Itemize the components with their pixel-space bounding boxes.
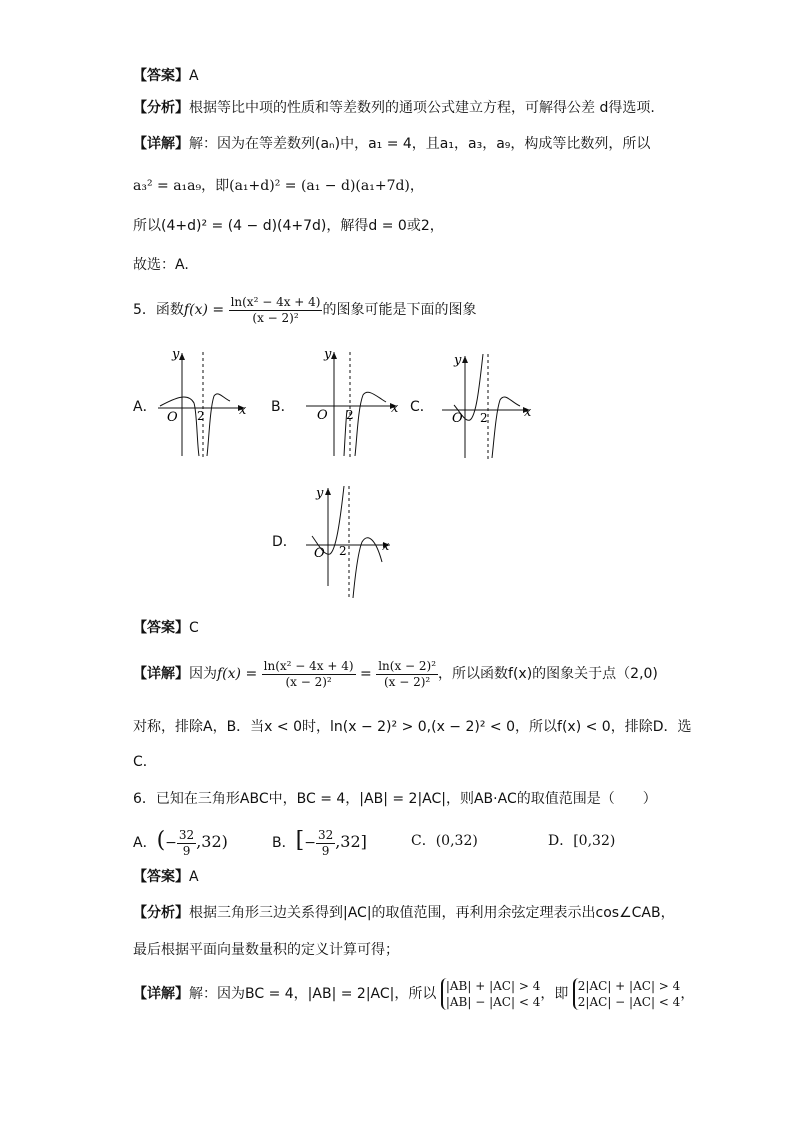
q6-option-a-num: 32 bbox=[178, 827, 195, 842]
q6-option-b bbox=[272, 826, 367, 859]
y-axis-arrow bbox=[462, 356, 468, 363]
option-a-label: A． bbox=[133, 399, 157, 415]
answer-value: A bbox=[189, 869, 199, 885]
system-1-line-2: |AB| − |AC| < 4 bbox=[445, 995, 541, 1009]
inequality-system-2 bbox=[573, 978, 681, 1010]
q5-stem-prefix: 5．函数 bbox=[133, 302, 184, 318]
curve-right bbox=[353, 538, 382, 598]
y-label: y bbox=[316, 486, 324, 501]
answer-tag: 【答案】 bbox=[133, 620, 189, 636]
q6-option-b-num: 32 bbox=[317, 827, 334, 842]
detail-denominator-1: (x − 2)² bbox=[285, 674, 332, 689]
y-label: y bbox=[324, 348, 332, 362]
detail-numerator-2: ln(x − 2)² bbox=[378, 658, 437, 673]
q6-analysis-1 bbox=[133, 903, 675, 923]
q6-option-a-sign: − bbox=[165, 835, 177, 851]
graph-b bbox=[300, 348, 405, 460]
answer-value: C bbox=[189, 620, 199, 636]
q6-option-a bbox=[133, 826, 228, 859]
detail-numerator-1: ln(x² − 4x + 4) bbox=[263, 658, 354, 673]
system-1-line-1: |AB| + |AC| > 4 bbox=[445, 979, 541, 993]
analysis-tag: 【分析】 bbox=[133, 100, 189, 116]
q5-detail-1 bbox=[133, 654, 658, 694]
q6-option-b-fraction bbox=[316, 828, 335, 859]
y-axis-arrow bbox=[331, 352, 337, 359]
answer-tag: 【答案】 bbox=[133, 869, 189, 885]
q5-detail-2: 对称，排除A，B．当x < 0时，ln(x − 2)² > 0,(x − 2)² < 0，所以f(x) < 0，排除D．选 bbox=[133, 719, 692, 735]
q6-option-b-open: [ bbox=[295, 828, 305, 853]
detail-prefix: 因为 bbox=[189, 666, 217, 682]
q6-option-a-fraction bbox=[177, 828, 196, 859]
q4-detail-3: 所以(4+d)² = (4 − d)(4+7d)，解得d = 0或2， bbox=[133, 218, 444, 234]
q6-option-c: C．(0,32) bbox=[411, 833, 478, 849]
q5-stem-denominator: (x − 2)² bbox=[252, 310, 299, 325]
detail-tag: 【详解】 bbox=[133, 986, 189, 1002]
q6-analysis-2: 最后根据平面向量数量积的定义计算可得； bbox=[133, 942, 399, 958]
q5-stem-fraction bbox=[229, 295, 323, 326]
origin-label: O bbox=[167, 410, 178, 425]
q4-conclusion: 故选：A. bbox=[133, 257, 189, 273]
q5-stem-fx: f(x) = bbox=[183, 302, 225, 318]
q5-stem-numerator: ln(x² − 4x + 4) bbox=[230, 294, 321, 309]
q6-option-b-sign: − bbox=[304, 835, 316, 851]
q5-stem bbox=[133, 290, 476, 330]
graph-c bbox=[438, 350, 538, 462]
detail-denominator-2: (x − 2)² bbox=[383, 674, 431, 689]
curve-right bbox=[492, 397, 520, 458]
y-label: y bbox=[172, 348, 180, 362]
x-label: x bbox=[391, 401, 399, 416]
q6-option-a-open: ( bbox=[156, 828, 166, 853]
detail-text: 解：因为在等差数列(aₙ)中，a₁ = 4，且a₁，a₃，a₉，构成等比数列，所以 bbox=[189, 136, 651, 152]
q6-option-d: D．[0,32) bbox=[548, 833, 616, 849]
tick-label: 2 bbox=[480, 411, 488, 425]
q5-answer bbox=[133, 618, 199, 638]
q6-option-b-den: 9 bbox=[321, 843, 330, 858]
detail-eq: = bbox=[360, 666, 372, 682]
detail-fx: f(x) = bbox=[217, 666, 258, 682]
q6-stem: 6．已知在三角形ABC中，BC = 4，|AB| = 2|AC|，则AB·AC的取值范围是（ ） bbox=[133, 791, 657, 807]
curve-right bbox=[355, 392, 386, 456]
system-2-line-2: 2|AC| − |AC| < 4 bbox=[577, 995, 681, 1009]
q6-option-b-close: ,32] bbox=[335, 832, 367, 851]
q6-option-b-label: B． bbox=[272, 835, 296, 851]
x-label: x bbox=[239, 403, 247, 418]
answer-tag: 【答案】 bbox=[133, 68, 189, 84]
origin-label: O bbox=[317, 408, 328, 423]
answer-value: A bbox=[189, 68, 199, 84]
q4-detail-2: a₃² = a₁a₉，即(a₁+d)² = (a₁ − d)(a₁+7d)， bbox=[133, 178, 424, 194]
system-2-line-1: 2|AC| + |AC| > 4 bbox=[577, 979, 681, 993]
detail-prefix: 解：因为BC = 4，|AB| = 2|AC|，所以 bbox=[189, 986, 437, 1002]
x-label: x bbox=[524, 405, 532, 420]
y-label: y bbox=[454, 353, 462, 368]
detail-tag: 【详解】 bbox=[133, 666, 189, 682]
tick-label: 2 bbox=[197, 409, 205, 423]
option-b-label: B． bbox=[271, 399, 295, 415]
q6-option-a-close: ,32) bbox=[196, 832, 228, 851]
inequality-system-1 bbox=[441, 978, 541, 1010]
q6-option-a-den: 9 bbox=[182, 843, 191, 858]
origin-label: O bbox=[314, 546, 325, 561]
detail-suffix: ，所以函数f(x)的图象关于点（2,0) bbox=[438, 666, 658, 682]
graph-d bbox=[298, 482, 398, 600]
y-axis-arrow bbox=[325, 488, 331, 495]
analysis-text: 根据等比中项的性质和等差数列的通项公式建立方程，可解得公差 d得选项. bbox=[189, 100, 655, 116]
detail-end: ， bbox=[680, 986, 695, 1002]
q6-detail bbox=[133, 976, 694, 1012]
detail-fraction-2 bbox=[376, 659, 438, 690]
graph-a bbox=[150, 348, 250, 460]
analysis-tag: 【分析】 bbox=[133, 905, 189, 921]
q6-answer bbox=[133, 867, 199, 887]
tick-label: 2 bbox=[339, 544, 347, 558]
q4-analysis bbox=[133, 98, 655, 118]
option-c-label: C． bbox=[410, 399, 434, 415]
x-label: x bbox=[382, 539, 390, 554]
q5-stem-suffix: 的图象可能是下面的图象 bbox=[322, 302, 477, 318]
detail-mid: ，即 bbox=[540, 986, 569, 1002]
q4-detail-1 bbox=[133, 134, 650, 154]
curve-left bbox=[160, 397, 199, 456]
option-d-label: D． bbox=[272, 534, 297, 550]
q6-option-a-label: A． bbox=[133, 835, 157, 851]
analysis-text: 根据三角形三边关系得到|AC|的取值范围，再利用余弦定理表示出cos∠CAB， bbox=[189, 905, 675, 921]
curve-right bbox=[207, 394, 230, 456]
detail-fraction-1 bbox=[262, 659, 356, 690]
q5-detail-3: C． bbox=[133, 754, 157, 770]
tick-label: 2 bbox=[346, 408, 354, 422]
y-axis-arrow bbox=[179, 353, 185, 360]
q4-answer bbox=[133, 66, 199, 86]
detail-tag: 【详解】 bbox=[133, 136, 189, 152]
origin-label: O bbox=[452, 411, 463, 426]
